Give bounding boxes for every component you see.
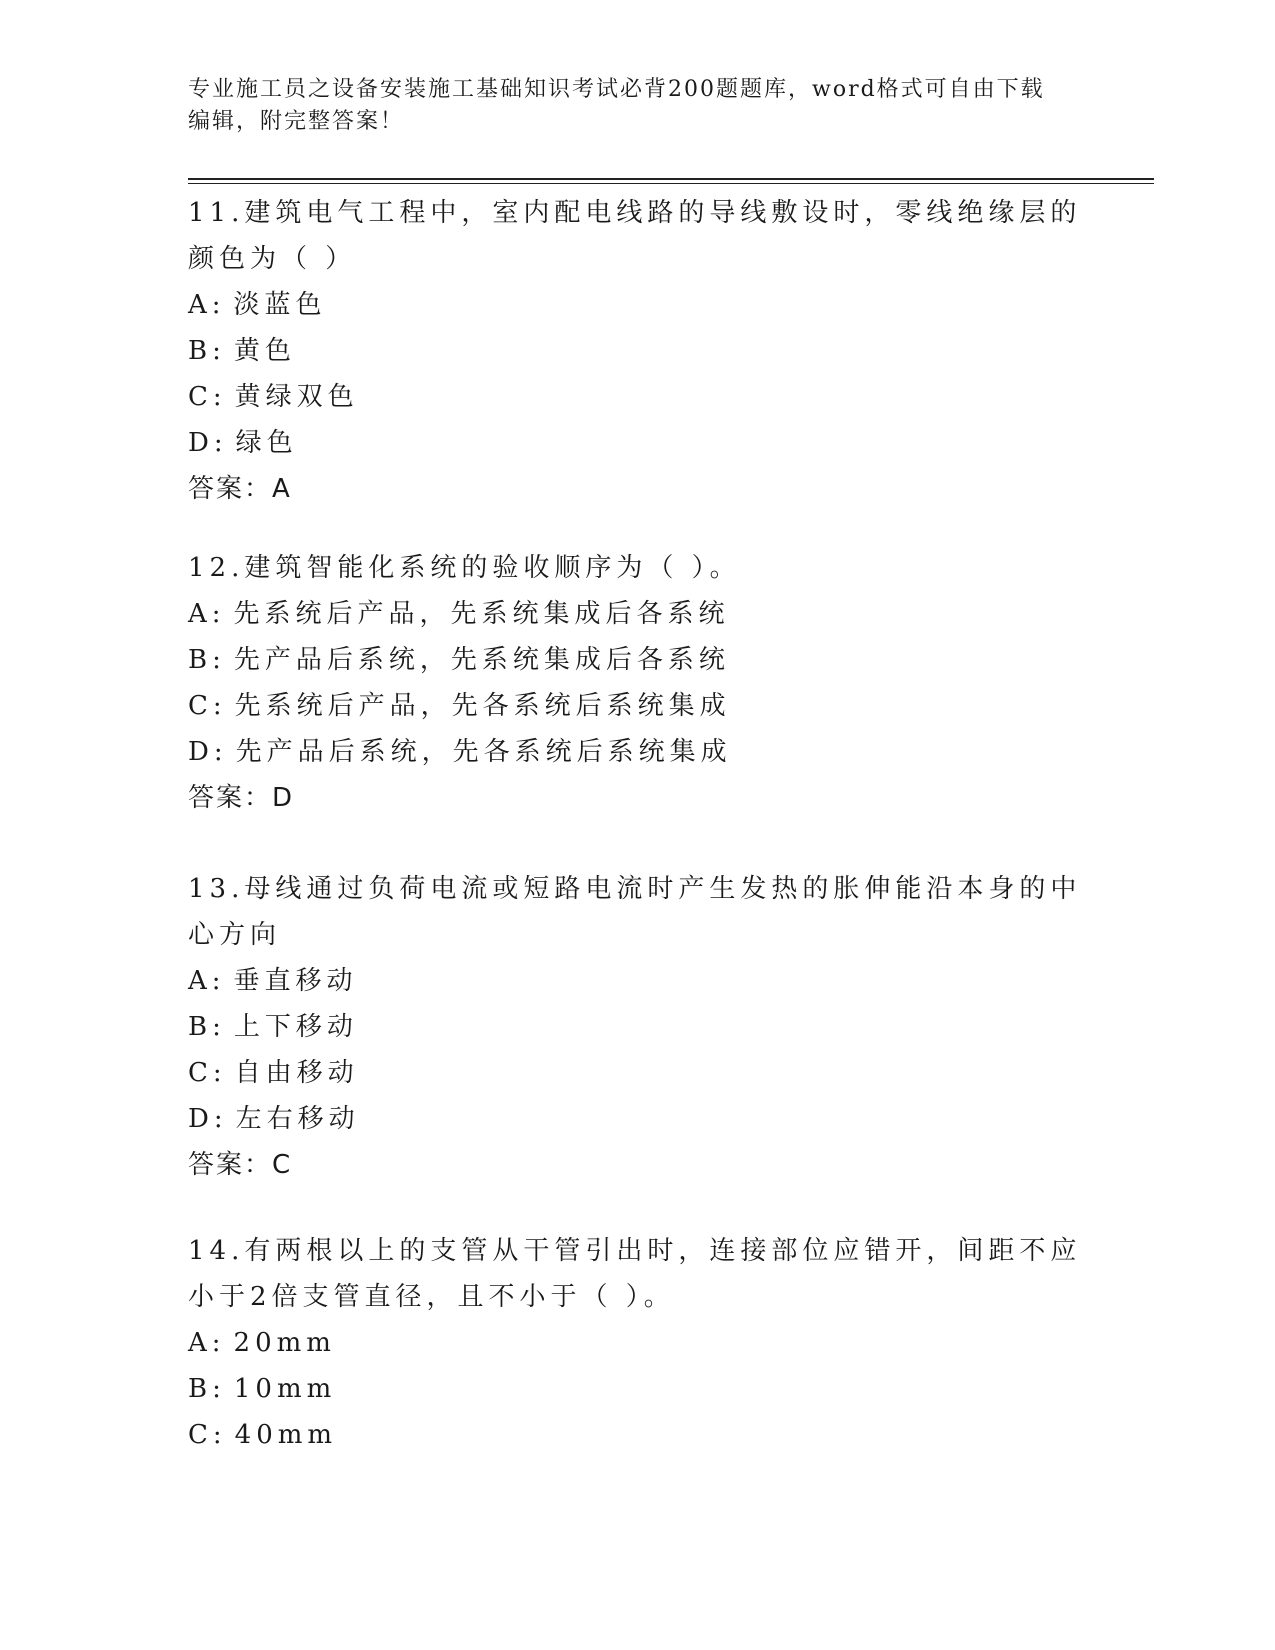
option-d: [188, 420, 1088, 466]
option-key: A:: [188, 1328, 226, 1358]
document-header-title: 专业施工员之设备安装施工基础知识考试必背200题题库，word格式可自由下载编辑，附完整答案！: [188, 77, 1045, 134]
answer-line: 答案：C: [188, 1150, 293, 1180]
option-text: 绿色: [235, 428, 298, 458]
option-key: D:: [188, 428, 228, 458]
option-text: 10mm: [233, 1374, 337, 1404]
option-key: B:: [188, 645, 226, 675]
option-d: [188, 1096, 1088, 1142]
answer-line: 答案：D: [188, 783, 295, 813]
option-key: B:: [188, 336, 226, 366]
question-stem: 14.有两根以上的支管从干管引出时，连接部位应错开，间距不应小于2倍支管直径，且不小于（ ）。: [188, 1236, 1082, 1312]
option-key: D:: [188, 1104, 228, 1134]
option-text: 淡蓝色: [233, 290, 327, 320]
option-text: 先系统后产品，先各系统后系统集成: [234, 691, 731, 721]
option-text: 上下移动: [233, 1012, 358, 1042]
option-text: 40mm: [234, 1420, 338, 1450]
option-b: [188, 1366, 1088, 1412]
option-text: 先系统后产品，先系统集成后各系统: [233, 599, 730, 629]
question-stem: 11.建筑电气工程中，室内配电线路的导线敷设时，零线绝缘层的颜色为（ ）: [188, 198, 1082, 274]
option-text: 20mm: [233, 1328, 336, 1358]
option-text: 黄色: [233, 336, 296, 366]
answer-line: 答案：A: [188, 474, 292, 504]
option-b: [188, 328, 1088, 374]
option-d: [188, 729, 1088, 775]
option-key: C:: [188, 1058, 227, 1088]
option-c: [188, 374, 1088, 420]
header-divider-thin: [188, 183, 1154, 184]
question-stem: 13.母线通过负荷电流或短路电流时产生发热的胀伸能沿本身的中心方向: [188, 874, 1082, 950]
option-key: C:: [188, 1420, 227, 1450]
option-b: [188, 1004, 1088, 1050]
option-key: C:: [188, 691, 227, 721]
question-11: [188, 190, 1088, 512]
option-key: A:: [188, 599, 226, 629]
option-text: 先产品后系统，先系统集成后各系统: [233, 645, 730, 675]
question-stem: 12.建筑智能化系统的验收顺序为（ ）。: [188, 553, 741, 583]
option-key: B:: [188, 1374, 226, 1404]
option-text: 垂直移动: [233, 966, 358, 996]
option-b: [188, 637, 1088, 683]
option-a: [188, 282, 1088, 328]
option-key: B:: [188, 1012, 226, 1042]
option-text: 自由移动: [234, 1058, 359, 1088]
option-key: D:: [188, 737, 228, 767]
option-text: 左右移动: [235, 1104, 360, 1134]
question-13: [188, 866, 1088, 1188]
option-key: C:: [188, 382, 227, 412]
header-divider-thick: [188, 178, 1154, 180]
option-c: [188, 683, 1088, 729]
option-c: [188, 1412, 1088, 1458]
option-a: [188, 958, 1088, 1004]
question-14: [188, 1228, 1088, 1458]
option-text: 黄绿双色: [234, 382, 359, 412]
option-text: 先产品后系统，先各系统后系统集成: [235, 737, 732, 767]
option-a: [188, 1320, 1088, 1366]
question-12: [188, 545, 1088, 821]
option-a: [188, 591, 1088, 637]
option-key: A:: [188, 290, 226, 320]
option-key: A:: [188, 966, 226, 996]
option-c: [188, 1050, 1088, 1096]
